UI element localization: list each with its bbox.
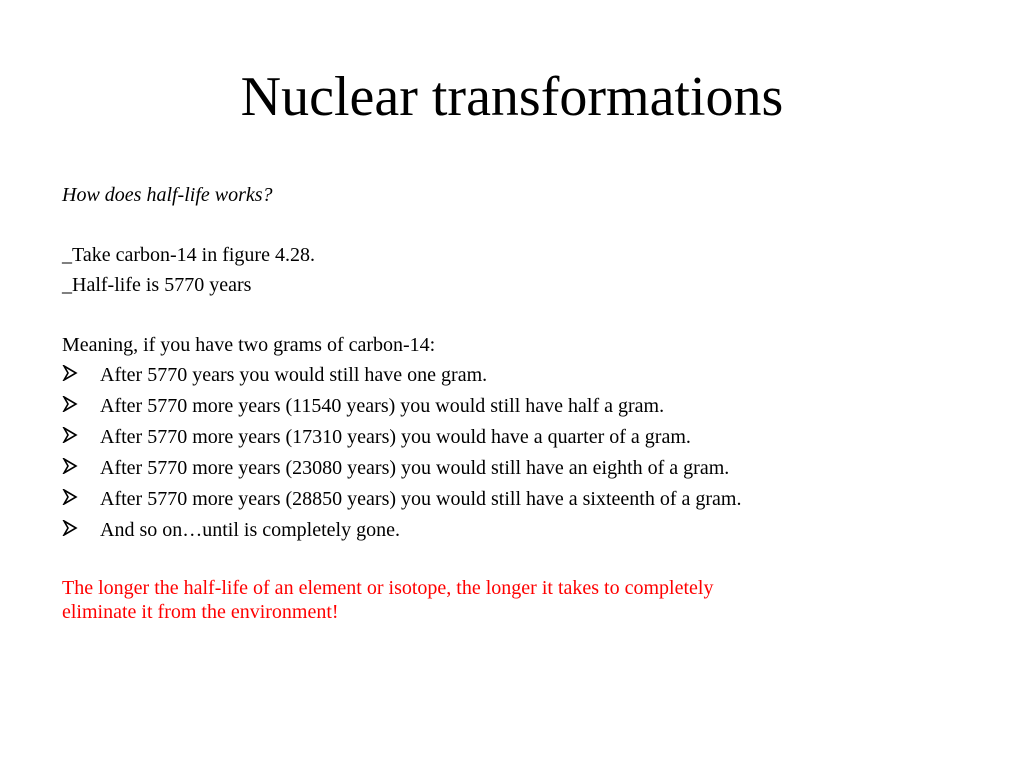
bullet-item — [62, 391, 962, 422]
question-text: How does half-life works? — [62, 184, 273, 206]
spacer — [62, 210, 962, 240]
fact-line: _Take carbon-14 in figure 4.28. — [62, 244, 315, 266]
slide-title: Nuclear transformations — [240, 66, 784, 128]
bullet-text: After 5770 more years (11540 years) you would still have half a gram. — [100, 395, 665, 417]
arrowhead-bullet-icon — [62, 396, 100, 412]
note-line: eliminate it from the environment! — [62, 601, 339, 623]
bullet-item — [62, 360, 962, 391]
arrowhead-bullet-icon — [62, 458, 100, 474]
bullet-item — [62, 515, 962, 546]
half-life-note — [62, 576, 962, 624]
arrowhead-bullet-icon — [62, 520, 100, 536]
bullet-item — [62, 422, 962, 453]
bullet-text: After 5770 years you would still have one gram. — [100, 364, 488, 386]
fact-line: _Half-life is 5770 years — [62, 274, 252, 296]
note-line: The longer the half-life of an element or isotope, the longer it takes to completely — [62, 577, 714, 599]
bullet-text: After 5770 more years (28850 years) you would still have a sixteenth of a gram. — [100, 488, 742, 510]
bullet-text: After 5770 more years (23080 years) you would still have an eighth of a gram. — [100, 457, 730, 479]
intro-text: Meaning, if you have two grams of carbon-14: — [62, 334, 436, 356]
arrowhead-bullet-icon — [62, 427, 100, 443]
bullet-text: And so on…until is completely gone. — [100, 519, 400, 541]
bullet-item — [62, 453, 962, 484]
bullet-item — [62, 484, 962, 515]
spacer — [62, 300, 962, 330]
arrowhead-bullet-icon — [62, 489, 100, 505]
bullet-text: After 5770 more years (17310 years) you would have a quarter of a gram. — [100, 426, 691, 448]
slide-content — [62, 180, 962, 624]
bullet-list — [62, 360, 962, 546]
arrowhead-bullet-icon — [62, 365, 100, 381]
